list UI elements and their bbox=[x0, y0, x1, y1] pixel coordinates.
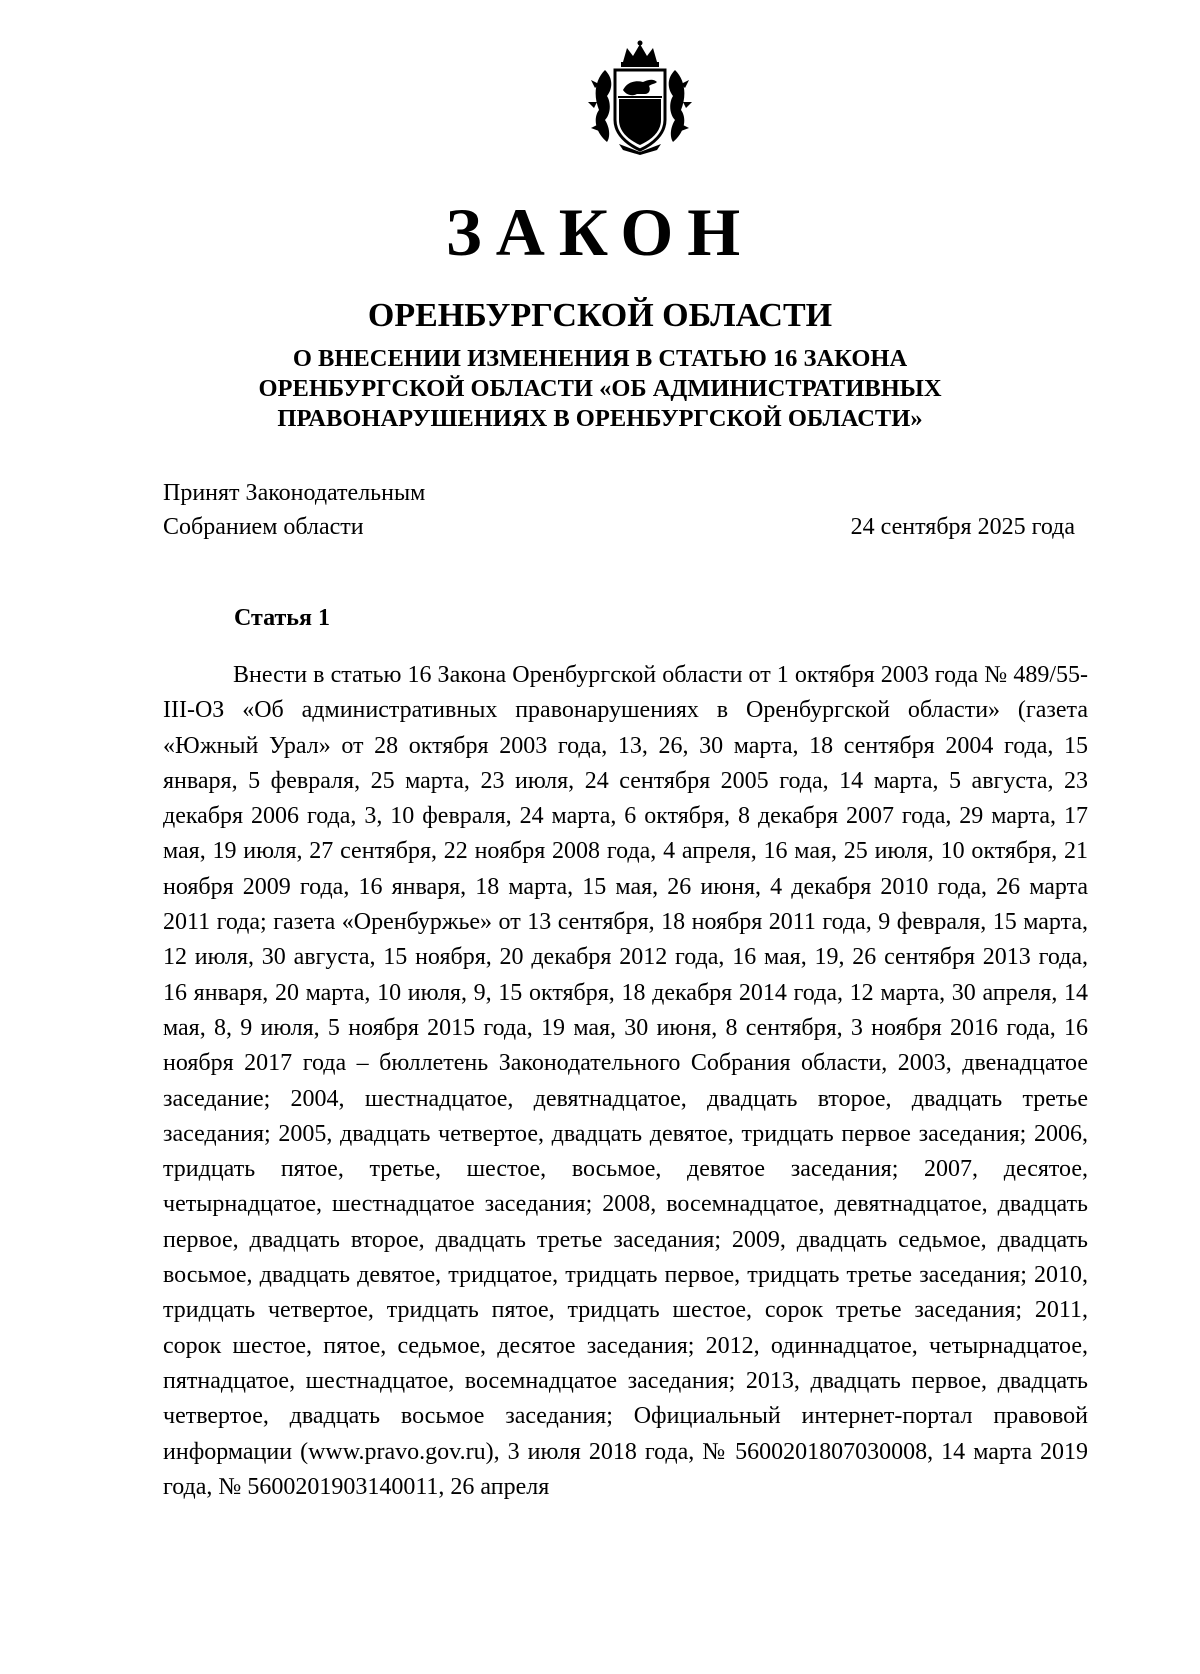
document-type-title: ЗАКОН bbox=[445, 194, 755, 270]
article-body-text: Внести в статью 16 Закона Оренбургской области от 1 октября 2003 года № 489/55-III-ОЗ «Об административных правонарушениях в Оренбургской области» (газета «Южный Урал» от 28 октября 2003 года, 13, 26, 30 марта, 18 сентября 2004 года, 15 января, 5 февраля, 25 марта, 23 июля, 24 сентября 2005 года, 14 марта, 5 августа, 23 декабря 2006 года, 3, 10 февраля, 24 марта, 6 октября, 8 декабря 2007 года, 29 марта, 17 мая, 19 июля, 27 сентября, 22 ноября 2008 года, 4 апреля, 16 мая, 25 июля, 10 октября, 21 ноября 2009 года, 16 января, 18 марта, 15 мая, 26 июня, 4 декабря 2010 года, 26 марта 2011 года; газета «Оренбуржье» от 13 сентября, 18 ноября 2011 года, 9 февраля, 15 марта, 12 июля, 30 августа, 15 ноября, 20 декабря 2012 года, 16 мая, 19, 26 сентября 2013 года, 16 января, 20 марта, 10 июля, 9, 15 октября, 18 декабря 2014 года, 12 марта, 30 апреля, 14 мая, 8, 9 июля, 5 ноября 2015 года, 19 мая, 30 июня, 8 сентября, 3 ноября 2016 года, 16 ноября 2017 года – бюллетень Законодательного Собрания области, 2003, двенадцатое заседание; 2004, шестнадцатое, девятнадцатое, двадцать второе, двадцать третье заседания; 2005, двадцать четвертое, двадцать девятое, тридцать первое заседания; 2006, тридцать пятое, третье, шестое, восьмое, девятое заседания; 2007, десятое, четырнадцатое, шестнадцатое заседания; 2008, восемнадцатое, девятнадцатое, двадцать первое, двадцать второе, двадцать третье заседания; 2009, двадцать седьмое, двадцать восьмое, двадцать девятое, тридцатое, тридцать первое, тридцать третье заседания; 2010, тридцать четвертое, тридцать пятое, тридцать шестое, сорок третье заседания; 2011, сорок шестое, пятое, седьмое, десятое заседания; 2012, одиннадцатое, четырнадцатое, пятнадцатое, шестнадцатое, восемнадцатое заседания; 2013, двадцать первое, двадцать четвертое, двадцать восьмое заседания; Официальный интернет-портал правовой информации (www.pravo.gov.ru), 3 июля 2018 года, № 5600201807030008, 14 марта 2019 года, № 5600201903140011, 26 апреля bbox=[163, 662, 1088, 1500]
coat-of-arms-icon bbox=[585, 40, 695, 155]
adoption-line-2: Собранием области bbox=[163, 514, 364, 540]
adoption-line-1: Принят Законодательным bbox=[163, 480, 426, 506]
adoption-authority bbox=[163, 476, 425, 544]
law-subject-line-3: ПРАВОНАРУШЕНИЯХ В ОРЕНБУРГСКОЙ ОБЛАСТИ» bbox=[277, 405, 923, 432]
adoption-date: 24 сентября 2025 года bbox=[850, 514, 1075, 540]
law-subject-title bbox=[200, 344, 1000, 434]
article-heading: Статья 1 bbox=[234, 605, 330, 631]
region-title: ОРЕНБУРГСКОЙ ОБЛАСТИ bbox=[367, 297, 833, 334]
law-subject-line-1: О ВНЕСЕНИИ ИЗМЕНЕНИЯ В СТАТЬЮ 16 ЗАКОНА bbox=[292, 345, 908, 372]
law-subject-line-2: ОРЕНБУРГСКОЙ ОБЛАСТИ «ОБ АДМИНИСТРАТИВНЫХ bbox=[258, 375, 942, 402]
